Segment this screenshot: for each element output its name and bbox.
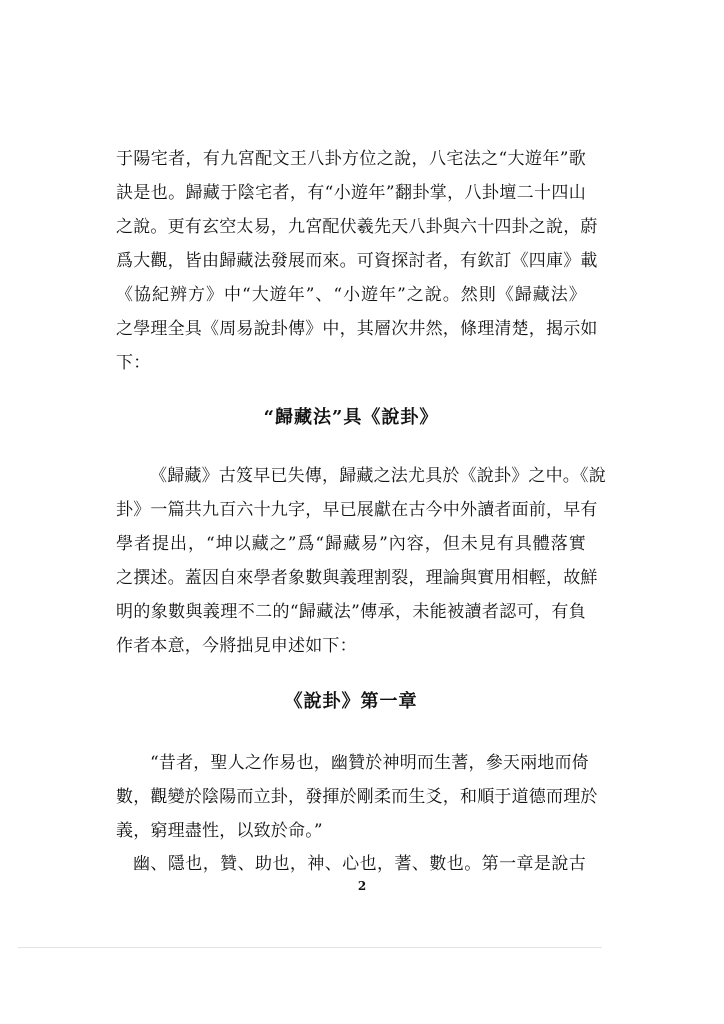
quote-line: “昔者，聖人之作易也，幽贊於神明而生蓍，參天兩地而倚 bbox=[150, 753, 589, 773]
text-line: 下： bbox=[116, 353, 151, 373]
text-line: 學者提出，“坤以藏之”爲“歸藏易”內容，但未見有具體落實 bbox=[116, 534, 586, 554]
text-line: 明的象數與義理不二的“歸藏法”傳承，未能被讀者認可，有負 bbox=[116, 602, 586, 622]
text-line: 之撰述。蓋因自來學者象數與義理割裂，理論與實用相輕，故鮮 bbox=[116, 568, 598, 588]
quote-line: 數，觀變於陰陽而立卦，發揮於剛柔而生爻，和順于道德而理於 bbox=[116, 787, 598, 807]
text-line: 之說。更有玄空太易，九宮配伏羲先天八卦與六十四卦之說，蔚 bbox=[116, 217, 598, 237]
quote-line: 義，窮理盡性，以致於命。” bbox=[116, 821, 323, 841]
text-line: 《協紀辨方》中“大遊年”、“小遊年”之說。然則《歸藏法》 bbox=[116, 285, 586, 305]
text-line: 訣是也。歸藏于陰宅者，有“小遊年”翻卦掌，八卦壇二十四山 bbox=[116, 183, 586, 203]
text-line: 卦》一篇共九百六十九字，早已展獻在古今中外讀者面前，早有 bbox=[116, 500, 598, 520]
text-line: 爲大觀，皆由歸藏法發展而來。可資探討者，有欽訂《四庫》載 bbox=[116, 251, 598, 271]
text-line: 之學理全具《周易說卦傳》中，其層次井然，條理清楚，揭示如 bbox=[116, 319, 598, 339]
chapter-heading: 《說卦》第一章 bbox=[284, 691, 418, 712]
text-line: 《歸藏》古笈早已失傳，歸藏之法尤具於《說卦》之中。《說 bbox=[150, 466, 606, 486]
text-line: 于陽宅者，有九宮配文王八卦方位之說，八宅法之“大遊年”歌 bbox=[116, 149, 586, 169]
section-heading: “歸藏法”具《說卦》 bbox=[263, 407, 439, 428]
text-line: 幽、隱也，贊、助也，神、心也，蓍、數也。第一章是說古 bbox=[133, 854, 586, 874]
page-number: 2 bbox=[357, 879, 367, 893]
text-line: 作者本意，今將拙見申述如下： bbox=[116, 636, 357, 656]
scan-edge-divider bbox=[18, 947, 602, 948]
